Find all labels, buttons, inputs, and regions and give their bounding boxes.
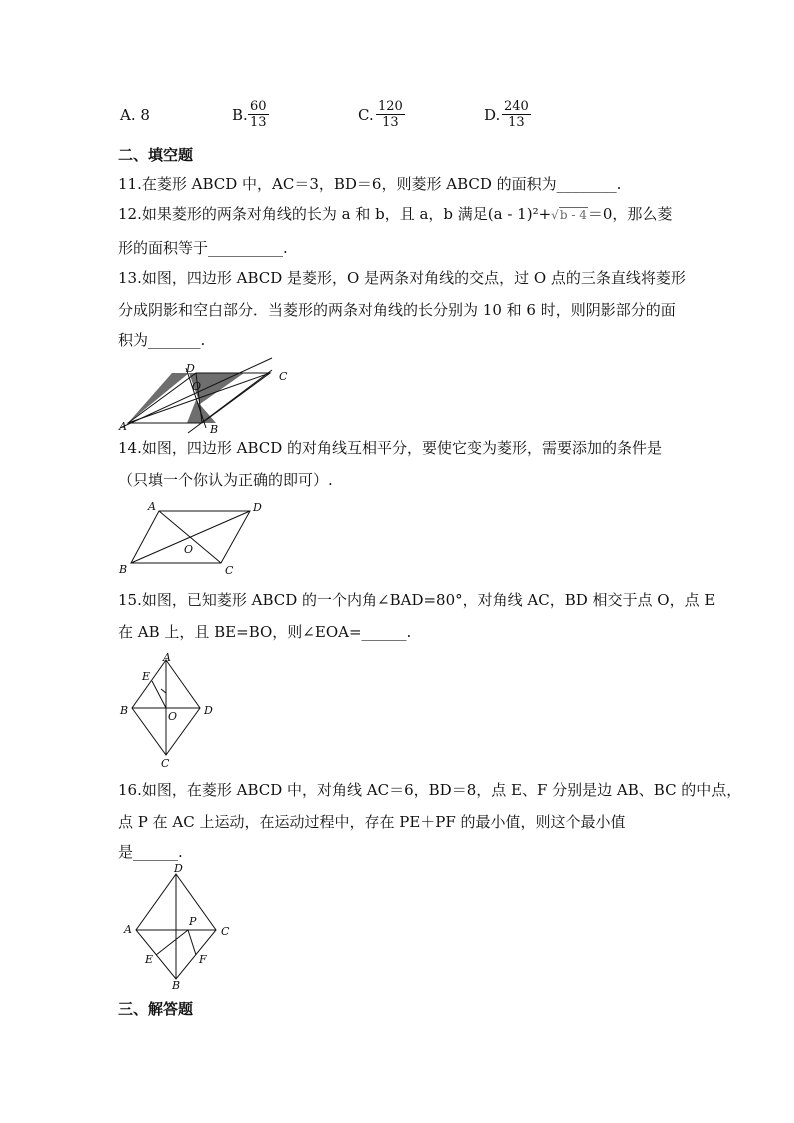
question-15-line-2: 在 AB 上，且 BE=BO，则∠EOA=______. [118, 623, 412, 641]
option-d-denominator: 13 [502, 114, 531, 130]
option-c-label: C. [358, 106, 374, 124]
fig16-label-a: A [124, 923, 132, 936]
question-12-part-2: ＝0，那么菱 [587, 205, 673, 223]
option-d-label: D. [484, 106, 501, 124]
fig14-label-d: D [253, 501, 262, 514]
fig15-label-b: B [120, 704, 129, 717]
option-b-fraction [248, 99, 269, 130]
question-15-line-1: 15.如图，已知菱形 ABCD 的一个内角∠BAD=80°，对角线 AC，BD 相交于点 O，点 E [118, 591, 716, 609]
section-heading-fill-blank: 二、填空题 [118, 146, 194, 164]
fig16-label-c: C [221, 925, 230, 938]
question-14-line-2: （只填一个你认为正确的即可）. [118, 471, 333, 489]
fig16-segment-pf [188, 930, 196, 955]
fig13-label-o: O [192, 380, 202, 393]
question-16-line-1: 16.如图，在菱形 ABCD 中，对角线 AC＝6，BD＝8，点 E、F 分别是边 AB、BC 的中点， [118, 781, 742, 799]
option-b-numerator: 60 [250, 99, 267, 114]
option-c-numerator: 120 [378, 99, 403, 114]
fig16-label-f: F [199, 953, 207, 966]
fig16-label-e: E [145, 953, 154, 966]
fig13-label-c: C [279, 370, 288, 383]
figure-14-parallelogram [114, 496, 274, 580]
option-a: A. 8 [120, 106, 150, 124]
option-b-denominator: 13 [250, 115, 267, 130]
figure-15-rhombus [114, 648, 224, 768]
option-c-fraction [376, 99, 405, 130]
option-d-fraction [502, 99, 531, 130]
question-14-line-1: 14.如图，四边形 ABCD 的对角线互相平分，要使它变为菱形，需要添加的条件是 [118, 439, 663, 457]
fig13-shade-left [128, 373, 189, 423]
fig14-label-o: O [184, 543, 194, 556]
fig16-segment-pe [156, 930, 188, 955]
fig14-label-c: C [225, 564, 234, 577]
option-c-denominator: 13 [376, 114, 405, 130]
sqrt-radicand: b - 4 [559, 208, 587, 222]
fig15-label-e: E [142, 670, 151, 683]
question-12-line-1 [118, 204, 672, 225]
figure-16-rhombus [114, 862, 244, 992]
question-11: 11.在菱形 ABCD 中，AC＝3，BD＝6，则菱形 ABCD 的面积为________. [118, 175, 622, 193]
fig16-label-b: B [172, 979, 181, 992]
fig16-label-p: P [189, 915, 197, 928]
fig13-label-b: B [210, 423, 219, 436]
fig14-label-a: A [148, 500, 156, 513]
fig15-label-c: C [161, 757, 170, 768]
fig16-label-d: D [174, 862, 183, 875]
section-heading-solve: 三、解答题 [118, 1000, 194, 1018]
option-b-label: B. [232, 106, 248, 124]
question-16-line-2: 点 P 在 AC 上运动，在运动过程中，存在 PE＋PF 的最小值，则这个最小值 [118, 813, 626, 831]
question-13-line-2: 分成阴影和空白部分．当菱形的两条对角线的长分别为 10 和 6 时，则阴影部分的面 [118, 301, 676, 319]
fig15-angle-mark [161, 689, 166, 693]
fig15-label-o: O [168, 710, 178, 723]
fig13-label-a: A [119, 420, 127, 433]
question-13-line-3: 积为_______. [118, 331, 206, 349]
fig15-label-d: D [204, 704, 213, 717]
question-16-line-3: 是______. [118, 843, 183, 861]
question-12-part-1: 12.如果菱形的两条对角线的长为 a 和 b，且 a，b 满足(a - 1)²+ [118, 205, 552, 223]
option-d-numerator: 240 [504, 99, 529, 114]
fig15-label-a: A [163, 651, 171, 664]
figure-13-rhombus [110, 356, 300, 436]
question-13-line-1: 13.如图，四边形 ABCD 是菱形，O 是两条对角线的交点，过 O 点的三条直线将菱形 [118, 269, 686, 287]
fig14-label-b: B [119, 563, 128, 576]
fig15-segment-eo [152, 681, 166, 708]
fig13-label-d: D [186, 362, 195, 375]
question-12-line-2: 形的面积等于__________. [118, 239, 288, 257]
sqrt-expression: √b - 4 [551, 208, 587, 222]
